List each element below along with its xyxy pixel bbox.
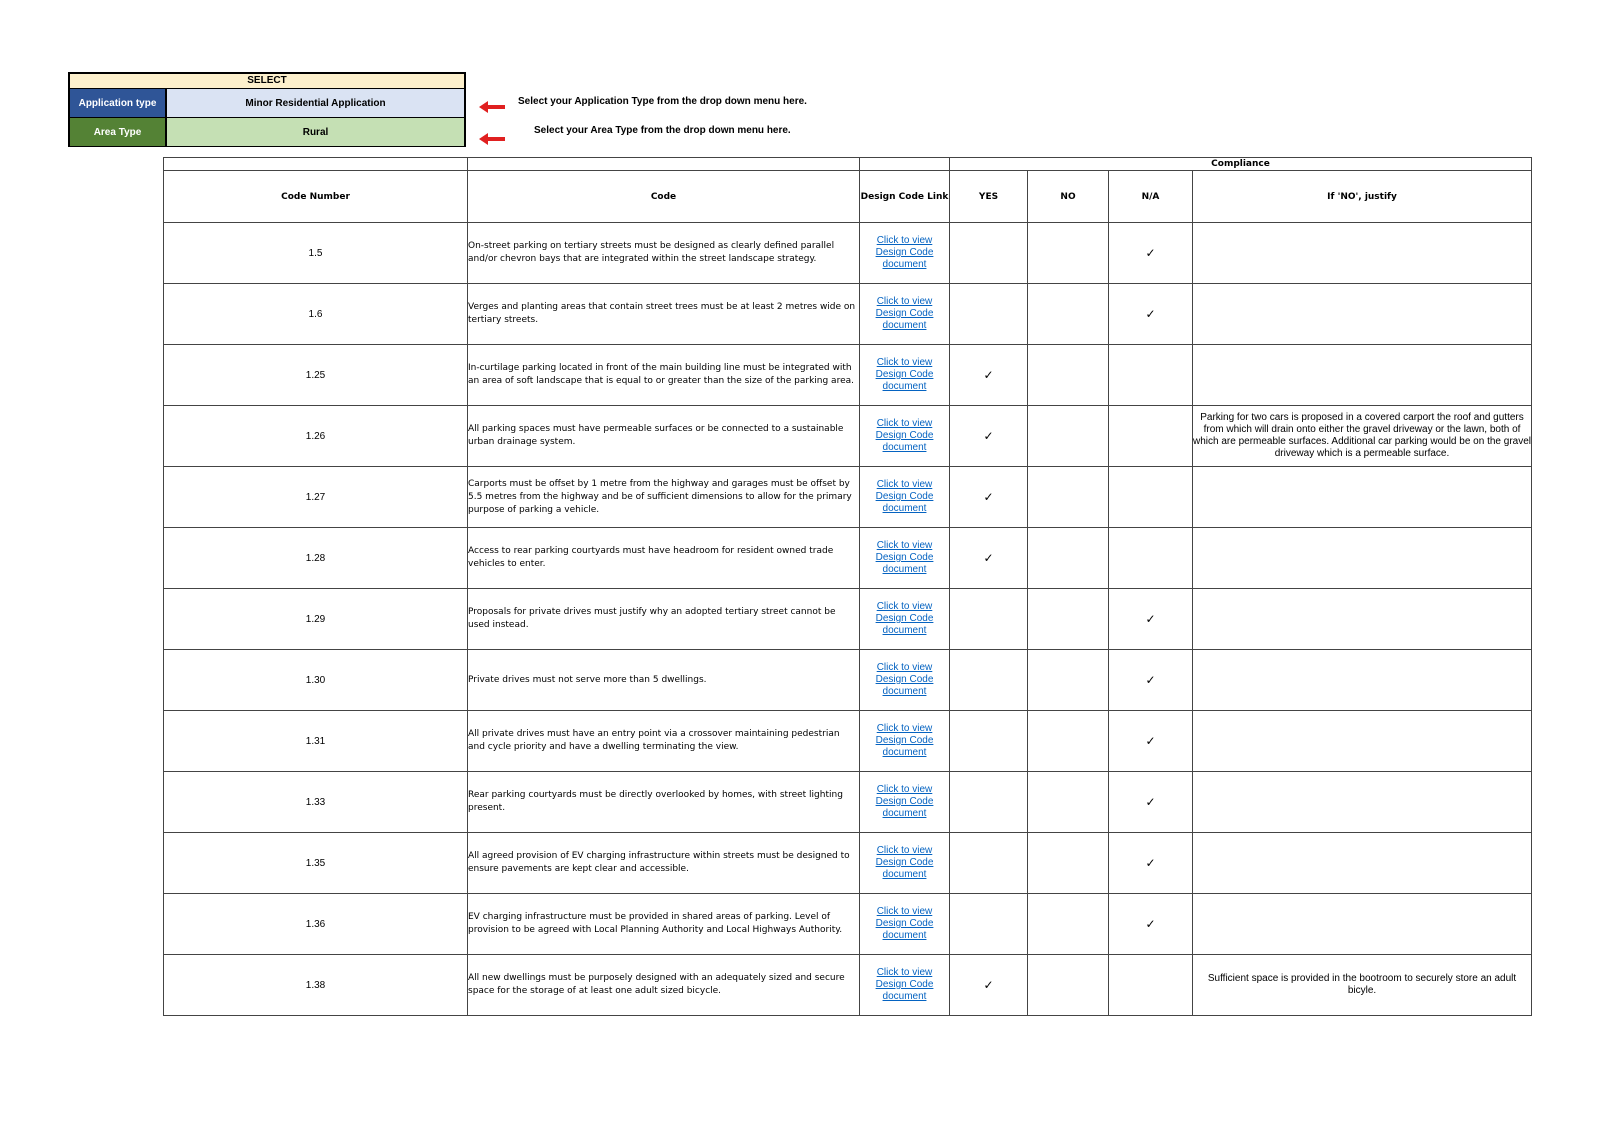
arrow-left-icon bbox=[479, 132, 505, 146]
na-cell[interactable] bbox=[1109, 406, 1193, 467]
justification-cell[interactable]: Parking for two cars is proposed in a covered carport the roof and gutters from which will drain onto either the gravel driveway or the lawn, both of which are permeable surfaces. Additional car parking would be on the gravel driveway which is a permeable surface. bbox=[1193, 406, 1532, 467]
na-cell[interactable] bbox=[1109, 345, 1193, 406]
table-row bbox=[164, 711, 1532, 772]
design-code-link-cell bbox=[860, 345, 950, 406]
compliance-table bbox=[163, 157, 1532, 1016]
area-type-row bbox=[70, 118, 464, 146]
table-row bbox=[164, 650, 1532, 711]
select-panel bbox=[68, 72, 466, 147]
table-header-row bbox=[164, 171, 1532, 223]
code-text-cell: EV charging infrastructure must be provided in shared areas of parking. Level of provision to be agreed with Local Planning Authority and Local Highways Authority. bbox=[468, 894, 860, 955]
table-group-header bbox=[164, 158, 1532, 171]
no-cell[interactable] bbox=[1028, 345, 1109, 406]
yes-cell[interactable]: ✓ bbox=[950, 406, 1028, 467]
table-row bbox=[164, 589, 1532, 650]
na-cell[interactable]: ✓ bbox=[1109, 894, 1193, 955]
design-code-link[interactable]: Click to view Design Code document bbox=[875, 418, 934, 453]
code-number-cell: 1.5 bbox=[164, 223, 468, 284]
code-text-cell: Private drives must not serve more than 5 dwellings. bbox=[468, 650, 860, 711]
justification-cell[interactable] bbox=[1193, 528, 1532, 589]
design-code-link-cell bbox=[860, 650, 950, 711]
table-row bbox=[164, 528, 1532, 589]
na-cell[interactable]: ✓ bbox=[1109, 833, 1193, 894]
code-number-cell: 1.26 bbox=[164, 406, 468, 467]
table-row bbox=[164, 345, 1532, 406]
code-text-cell: In-curtilage parking located in front of the main building line must be integrated with an area of soft landscape that is equal to or greater than the size of the parking area. bbox=[468, 345, 860, 406]
design-code-link-cell bbox=[860, 589, 950, 650]
code-number-cell: 1.31 bbox=[164, 711, 468, 772]
col-na: N/A bbox=[1109, 171, 1193, 223]
justification-cell[interactable] bbox=[1193, 711, 1532, 772]
design-code-link-cell bbox=[860, 894, 950, 955]
code-number-cell: 1.35 bbox=[164, 833, 468, 894]
area-type-label: Area Type bbox=[70, 118, 167, 146]
justification-cell[interactable] bbox=[1193, 223, 1532, 284]
arrow-left-icon bbox=[479, 100, 505, 114]
code-text-cell: On-street parking on tertiary streets must be designed as clearly defined parallel and/or chevron bays that are integrated within the street landscape strategy. bbox=[468, 223, 860, 284]
compliance-header: Compliance bbox=[950, 158, 1532, 171]
no-cell[interactable] bbox=[1028, 894, 1109, 955]
design-code-link[interactable]: Click to view Design Code document bbox=[875, 357, 934, 392]
na-cell[interactable]: ✓ bbox=[1109, 772, 1193, 833]
no-cell[interactable] bbox=[1028, 223, 1109, 284]
justification-cell[interactable] bbox=[1193, 772, 1532, 833]
na-cell[interactable]: ✓ bbox=[1109, 711, 1193, 772]
yes-cell[interactable]: ✓ bbox=[950, 467, 1028, 528]
design-code-link-cell bbox=[860, 284, 950, 345]
code-number-cell: 1.28 bbox=[164, 528, 468, 589]
design-code-link-cell bbox=[860, 833, 950, 894]
code-text-cell: All private drives must have an entry point via a crossover maintaining pedestrian and cycle priority and have a dwelling terminating the view. bbox=[468, 711, 860, 772]
code-text-cell: All parking spaces must have permeable surfaces or be connected to a sustainable urban drainage system. bbox=[468, 406, 860, 467]
yes-cell[interactable] bbox=[950, 772, 1028, 833]
code-number-cell: 1.27 bbox=[164, 467, 468, 528]
code-text-cell: All agreed provision of EV charging infrastructure within streets must be designed to ensure pavements are kept clear and accessible. bbox=[468, 833, 860, 894]
select-header: SELECT bbox=[70, 74, 464, 89]
code-number-cell: 1.36 bbox=[164, 894, 468, 955]
design-code-link[interactable]: Click to view Design Code document bbox=[875, 296, 934, 331]
col-code-number: Code Number bbox=[164, 171, 468, 223]
justification-cell[interactable] bbox=[1193, 650, 1532, 711]
yes-cell[interactable] bbox=[950, 894, 1028, 955]
no-cell[interactable] bbox=[1028, 589, 1109, 650]
design-code-link[interactable]: Click to view Design Code document bbox=[875, 784, 934, 819]
code-text-cell: Carports must be offset by 1 metre from the highway and garages must be offset by 5.5 metres from the highway and be of sufficient dimensions to allow for the primary purpose of parking a vehicle. bbox=[468, 467, 860, 528]
code-text-cell: All new dwellings must be purposely designed with an adequately sized and secure space for the storage of at least one adult sized bicycle. bbox=[468, 955, 860, 1016]
col-code: Code bbox=[468, 171, 860, 223]
application-type-dropdown[interactable]: Minor Residential Application bbox=[167, 89, 464, 117]
application-type-row bbox=[70, 89, 464, 118]
na-cell[interactable]: ✓ bbox=[1109, 650, 1193, 711]
area-type-hint: Select your Area Type from the drop down menu here. bbox=[534, 125, 791, 136]
code-number-cell: 1.29 bbox=[164, 589, 468, 650]
na-cell[interactable] bbox=[1109, 528, 1193, 589]
design-code-link-cell bbox=[860, 711, 950, 772]
no-cell[interactable] bbox=[1028, 406, 1109, 467]
no-cell[interactable] bbox=[1028, 467, 1109, 528]
code-text-cell: Rear parking courtyards must be directly overlooked by homes, with street lighting present. bbox=[468, 772, 860, 833]
yes-cell[interactable] bbox=[950, 589, 1028, 650]
table-row bbox=[164, 284, 1532, 345]
na-cell[interactable]: ✓ bbox=[1109, 223, 1193, 284]
design-code-link[interactable]: Click to view Design Code document bbox=[875, 845, 934, 880]
design-code-link[interactable]: Click to view Design Code document bbox=[875, 540, 934, 575]
no-cell[interactable] bbox=[1028, 955, 1109, 1016]
na-cell[interactable]: ✓ bbox=[1109, 284, 1193, 345]
na-cell[interactable]: ✓ bbox=[1109, 589, 1193, 650]
application-type-hint: Select your Application Type from the drop down menu here. bbox=[518, 96, 807, 107]
design-code-link-cell bbox=[860, 406, 950, 467]
no-cell[interactable] bbox=[1028, 772, 1109, 833]
table-row bbox=[164, 772, 1532, 833]
design-code-link[interactable]: Click to view Design Code document bbox=[875, 479, 934, 514]
no-cell[interactable] bbox=[1028, 833, 1109, 894]
code-number-cell: 1.25 bbox=[164, 345, 468, 406]
yes-cell[interactable] bbox=[950, 284, 1028, 345]
justification-cell[interactable]: Sufficient space is provided in the bootroom to securely store an adult bicyle. bbox=[1193, 955, 1532, 1016]
yes-cell[interactable]: ✓ bbox=[950, 955, 1028, 1016]
code-text-cell: Proposals for private drives must justify why an adopted tertiary street cannot be used instead. bbox=[468, 589, 860, 650]
design-code-link[interactable]: Click to view Design Code document bbox=[875, 662, 934, 697]
code-number-cell: 1.33 bbox=[164, 772, 468, 833]
design-code-link[interactable]: Click to view Design Code document bbox=[875, 906, 934, 941]
col-yes: YES bbox=[950, 171, 1028, 223]
col-justify: If 'NO', justify bbox=[1193, 171, 1532, 223]
no-cell[interactable] bbox=[1028, 711, 1109, 772]
area-type-dropdown[interactable]: Rural bbox=[167, 118, 464, 146]
yes-cell[interactable] bbox=[950, 711, 1028, 772]
table-row bbox=[164, 955, 1532, 1016]
col-no: NO bbox=[1028, 171, 1109, 223]
justification-cell[interactable] bbox=[1193, 894, 1532, 955]
justification-cell[interactable] bbox=[1193, 345, 1532, 406]
design-code-link-cell bbox=[860, 772, 950, 833]
table-row bbox=[164, 833, 1532, 894]
table-row bbox=[164, 894, 1532, 955]
table-row bbox=[164, 406, 1532, 467]
application-type-label: Application type bbox=[70, 89, 167, 117]
yes-cell[interactable]: ✓ bbox=[950, 528, 1028, 589]
no-cell[interactable] bbox=[1028, 284, 1109, 345]
code-number-cell: 1.6 bbox=[164, 284, 468, 345]
code-number-cell: 1.38 bbox=[164, 955, 468, 1016]
code-text-cell: Access to rear parking courtyards must have headroom for resident owned trade vehicles to enter. bbox=[468, 528, 860, 589]
design-code-link-cell bbox=[860, 955, 950, 1016]
justification-cell[interactable] bbox=[1193, 589, 1532, 650]
na-cell[interactable] bbox=[1109, 467, 1193, 528]
design-code-link[interactable]: Click to view Design Code document bbox=[875, 723, 934, 758]
yes-cell[interactable] bbox=[950, 223, 1028, 284]
design-code-link[interactable]: Click to view Design Code document bbox=[875, 601, 934, 636]
design-code-link[interactable]: Click to view Design Code document bbox=[875, 967, 934, 1002]
yes-cell[interactable]: ✓ bbox=[950, 345, 1028, 406]
table-row bbox=[164, 467, 1532, 528]
yes-cell[interactable] bbox=[950, 833, 1028, 894]
justification-cell[interactable] bbox=[1193, 284, 1532, 345]
yes-cell[interactable] bbox=[950, 650, 1028, 711]
table-row bbox=[164, 223, 1532, 284]
design-code-link-cell bbox=[860, 467, 950, 528]
design-code-link[interactable]: Click to view Design Code document bbox=[875, 235, 934, 270]
justification-cell[interactable] bbox=[1193, 467, 1532, 528]
no-cell[interactable] bbox=[1028, 528, 1109, 589]
justification-cell[interactable] bbox=[1193, 833, 1532, 894]
design-code-link-cell bbox=[860, 528, 950, 589]
code-text-cell: Verges and planting areas that contain street trees must be at least 2 metres wide on tertiary streets. bbox=[468, 284, 860, 345]
no-cell[interactable] bbox=[1028, 650, 1109, 711]
na-cell[interactable] bbox=[1109, 955, 1193, 1016]
col-design-code-link: Design Code Link bbox=[860, 171, 950, 223]
code-number-cell: 1.30 bbox=[164, 650, 468, 711]
design-code-link-cell bbox=[860, 223, 950, 284]
